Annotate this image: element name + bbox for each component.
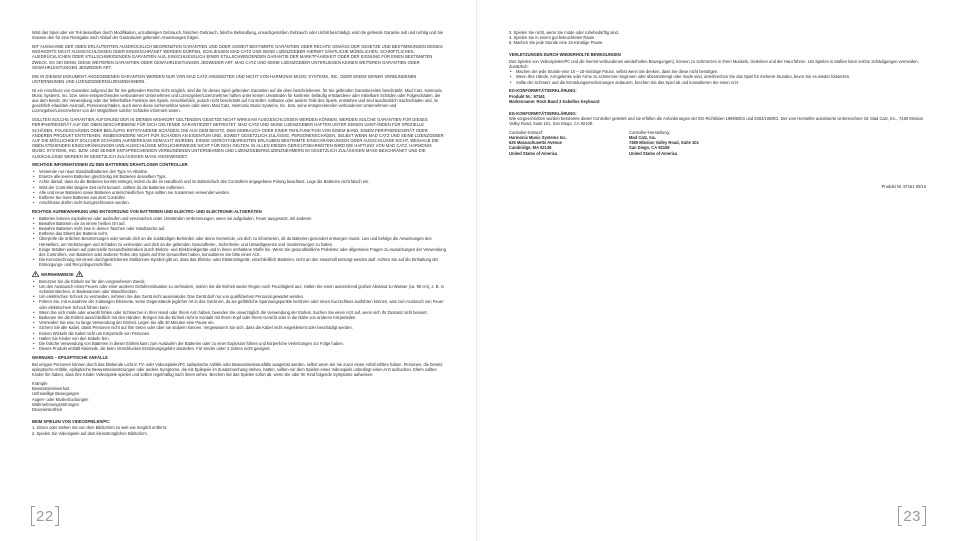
manufacturer-address — [629, 130, 749, 156]
list-item: • Keinen Wickeln die Kabel nicht um Körperteile von Personen. — [39, 331, 446, 336]
warranty-void-paragraph: Wird das Spiel oder ein Teil desselben durch Modifikation, unzulässigen Gebrauch, falschen Gebrauch, falsche Behandlung, unsachgemäßen Gebrauch oder Unfall beschädigt, wird die geltende Garantie null und nichtig und Sie müssen den für eine Rückgabe nach Ablauf der Garantiezeit geltenden Anweisungen folgen. — [32, 30, 444, 41]
page-number-text: 23 — [903, 507, 921, 525]
address-label: Controller-Herstellung: — [629, 129, 670, 135]
disposal-list — [32, 216, 446, 268]
bracket-right — [55, 506, 59, 526]
eu-product-info — [509, 94, 927, 104]
rsi-paragraph: Das Spielen von Videospielen/PC und die hiermit verbundenen wiederholten Bewegungen), können zu Schmerzen in Ihren Muskeln, Gelenken und der Haut führen. Um Spielen in Maßen kann solche Schädigungen vermeiden. Zusätzlich: — [509, 58, 919, 69]
eu-declaration-heading: EG-KONFORMITÄTSERKLÄRUNG: — [509, 88, 577, 94]
list-item: • Bewahre Batterien nie an einem heißen Ort auf. — [39, 221, 446, 226]
list-item: • Wenn Sie sich müde oder unwohl fühlen oder Schmerzen in Ihrer Hand oder Ihrem Arm haben, beenden Sie unverzüglich die Verwendung der Einheit. Suchen Sie einen Arzt auf, wenn sich Ihr Zustand nicht bessert. — [39, 310, 446, 315]
address-block — [509, 130, 927, 156]
list-item: • Die falsche Verwendung von Batterien in dieser Einheit kann zum Auslaufen der Batterien oder zu einer Explosion führen und körperliche Verletzungen zur Folge haben. — [39, 341, 446, 346]
symptom-item: Bewusstseinsverlust — [32, 386, 70, 392]
warnings-list — [32, 279, 446, 352]
playing-list — [32, 425, 446, 435]
product-code: Produkt Nr. 97161 00/10 — [881, 184, 926, 189]
epilepsy-heading: WARNUNG – EPILEPTISCHE ANFÄLLE — [32, 355, 108, 361]
list-item: • Vermeiden Sie eine zu lange Verwendung der Einheit. Legen Sie alle 30 Minuten eine Pause ein. — [39, 320, 446, 325]
list-item: • Alte und neue Batterien sowie Batterien unterschiedlichen Typs sollten nie zusammen verwendet werden. — [39, 190, 446, 195]
list-item: • Anschlüsse dürfen nicht kurzgeschlossen werden. — [39, 200, 446, 205]
symptom-item: Krämpfe — [32, 380, 48, 386]
bracket-right — [922, 506, 926, 526]
list-item: • Um den Austausch eines Feuers oder einer anderen Gefahrensituation zu verhindern, setzen Sie die Einheit weder Regen noch Feuchtigkeit aus. Halten Sie einen ausreichend großen Abstand zu Wasser (ca. 90 cm), z. B. in Schwimmbecken, in Badewannen oder Waschbecken. — [39, 284, 446, 294]
page-22 — [0, 0, 476, 541]
eu-declaration-heading-2: EG-KONFORMITÄTSERKLÄRUNG: — [509, 110, 577, 116]
liability-paragraph: Ist ein Anschluss von Garantien aufgrund der für Sie geltenden Rechte nicht möglich, sind die für dieses Spiel geltenden Garantien auf die oben beschriebenen, für Sie geltenden Garantiezeiten beschränkt. Mad Catz, Harmonix Music Systems, Inc. bzw. seine entsprechenden verbundenen Unternehmen und Lizenzgeber/Lizenznehmer haften unter keinen Umständen für konkrete, beiläufig entstandene oder mittelbare Schäden oder Folgeschäden, die aus dem Besitz, der Verwendung oder der fehlerhaften Funktion des Spiels, einschließlich, jedoch nicht beschränkt auf Controller, Software oder andere Teile des Spiels, entstehen und sind ausdrücklich Sachschäden und, im gesetzlich erlaubten Ausmaß, Personenschäden, auch wenn diese vorhersehbar waren oder wenn Mad Catz, Harmonix Music Systems, Inc. bzw. seine entsprechenden verbundenen Unternehmen und Lizenzgeber/Lizenznehmer von der Möglichkeit solcher Schäden informiert waren. — [32, 87, 443, 114]
symptom-item: Desorientiertheit — [32, 406, 62, 412]
warning-triangle-icon — [32, 271, 39, 277]
liability-caps-paragraph: SOLLTEN SOLCHE GARANTIEN AUFGRUND DER IN DEINEM WOHNORT GELTENDEN GESETZE NICHT WIRKSAM AUSGESCHLOSSEN WERDEN KÖNNEN, WERDEN SOLCHE GARANTIEN FÜR DIESES PERIPHERIEGERÄT AUF DIE OBEN BESCHRIEBENE FÜR DICH GELTENDE GARANTIEZEIT BEFRISTET. MAD CATZ UND SEINE LIZENZGEBER HAFTEN UNTER KEINEN UMSTÄNDEN FÜR SPEZIELLE SCHÄDEN, FOLGESCHÄDEN ODER BEILÄUFIG ENTSTANDENE SCHÄDEN, DIE AUS DEM BESITZ, DEM GEBRAUCH ODER EINER FEHLFUNKTION VON EINEM BAND, EINEM PERIPHERIEGERÄT ODER ANDEREN PRODUKT ENTSTEHEN, INSBESONDERE NICHT FÜR SCHÄDEN AN EIGENTUM UND, SOWEIT GESETZLICH ZULÄSSIG, PERSONENSCHÄDEN, SELBST WENN MAD CATZ UND SEINE LIZENZGEBER AUF DIE MÖGLICHKEIT SOLCHER SCHÄDEN AUFMERKSAM GEMACHT WURDEN. EINIGE GERICHTSBARKEITEN ERLAUBEN BESTIMMTE EINSCHRÄNKUNGEN ODER AUSSCHLÜSSE NICHT, WESHALB DIE OBEN STEHENDEN EINSCHRÄNKUNGEN UND AUSSCHLÜSSE MÖGLICHERWEISE NICHT FÜR DICH GELTEN. IN ALLEN DIESEN GERICHTSBARKEITEN WIRD DIE HAFTUNG VON MAD CATZ, HARMONIX MUSIC SYSTEMS, INC. BZW. UND SEINER ENTSPRECHENDEN VERBUNDENEN UNTERNEHMEN UND LIZENZGEBERN/LIZENZNEHMERN IM GESETZLICH ZULÄSSIGEN MASS BESCHRÄNKT UND DIE AUSSCHLÜSSE WERDEN IM GESETZLICH ZULÄSSIGEN MASS ANGEWENDET. — [32, 117, 444, 159]
list-item: • Halten Sie Kinder von den Kabeln fern. — [39, 336, 446, 341]
page-number-right — [898, 506, 926, 526]
battery-heading: WICHTIGE INFORMATIONEN ZU DEN BATTERIEN DRAHTLOSER CONTROLLER — [32, 162, 188, 168]
warranty-disclaimer-paragraph: MIT AUSNAHME DER OBEN ERLÄUTERTEN AUSDRÜCKLICH BEGRENZTEN GARANTIEN UND ODER SOWEIT BESTIMMTE GARANTIEN ODER RECHTE GEMÄSS DER GESETZE UND BESTIMMUNGEN DEINES WOHNORTS NICHT AUSGESCHLOSSEN ODER EINGESCHRÄNKT WERDEN DÜRFEN, SCHLIESSEN MAD CATZ UND SEINE LIZENZGEBER HIERMIT SÄMTLICHE MÜNDLICHEN, SCHRIFTLICHEN, AUSDRÜCKLICHEN ODER STILLSCHWEIGENDEN GARANTIEN AUS, EINSCHLIESSLICH EINER STILLSCHWEIGENDEN GARANTIE DER MARKTFÄHIGKEIT ODER DER EIGNUNG FÜR EINEN BESTIMMTEN ZWECK. ES SEI DENN, DIESE WEITEREN GARANTIEN ODER GEWÄHRLEISTUNGEN JEDWEDER ART. MAD CATZ UND SEINE LIZENZGEBER UNTERLIEGEN KEINEN WEITEREN GARANTIEN ODER GEWÄHRLEISTUNGEN JEDWEDER ART. — [32, 44, 443, 70]
list-item: • Machen Sie jede Stunde eine 10 – 15-minütige Pause, selbst wenn Sie denken, dass Sie diese nicht benötigen. — [516, 69, 927, 74]
list-item: • Überprüfe die örtlichen Bestimmungen oder wende dich an die zuständigen Behörden oder deine Gemeinde, um dich zu informieren, ob du Batterien gesondert entsorgen musst. Lies und befolge die Anweisungen des Herstellers, um Verletzungen und Schäden zu vermeiden und dich an die geltenden Gesundheits-, Sicherheits- und Umweltgesetze und -bestimmungen zu halten. — [39, 236, 446, 246]
brand-name: Markenname: Rock Band 3 Kabellos Keyboard — [509, 98, 600, 104]
symptom-item: Unfreiwillige Bewegungen — [32, 391, 80, 397]
symptom-item: Augen- oder Muskelzuckungen — [32, 396, 89, 402]
address-line: San Diego, CA 92108 — [629, 145, 670, 151]
symptom-item: Wahrnehmungsstörungen — [32, 401, 79, 407]
list-item: • Dieses Produkt enthält Kleinteile, die beim Verschlucken Erstickungsgefahr darstellen. Für Kinder unter 3 Jahren nicht geeignet. — [39, 346, 446, 351]
right-column — [509, 30, 927, 156]
playing-heading: BEIM SPIELEN VON VIDEOSPIELEN/PC: — [32, 418, 111, 424]
warnings-heading — [32, 271, 446, 277]
list-item: • Wird der Controller längere Zeit nicht benutzt, solltest du die Batterien entfernen. — [39, 185, 446, 190]
battery-list — [32, 169, 446, 205]
warnings-title: WARNHINWEISE — [41, 271, 74, 277]
design-address — [509, 130, 629, 156]
list-item: • Führen Sie, mit Ausnahme der zulässigen Elemente, keine Gegenstände jeglicher Art in das Gerät ein, da sie gefährliche Spannungspunkte berühren oder einen Kurzschluss ausführen können, was zum Ausbruch von Feuer oder elektrischem Schock führen kann. — [39, 299, 446, 309]
disposal-heading: RICHTIGE AUFBEWAHRUNG UND ENTSORGUNG VON BATTERIEN UND ELEKTRO- UND ELEKTRONIK-ALTGERÄTEN — [32, 209, 262, 215]
list-item: • Ersetze alle leeren Batterien gleichzeitig mit Batterien desselben Typs. — [39, 174, 446, 179]
list-item: • Die Kennzeichnung mit einem durchgestrichenen Mülltonnen-Symbol gibt an, dass das Elektro- oder Elektronikgerät, einschließlich Batterien, nicht an den Hausmüll entsorgt werden darf. Achten Sie auf die Einhaltung der Entsorgungs- und Recyclingvorschriften. — [39, 257, 446, 267]
list-item: • Wenn Ihre Hände, Armgelenke oder Arme zu schmerzen beginnen oder überanstrengt oder müde sind, unterbrechen Sie das Spiel für mehrere Stunden, bevor Sie es wieder fortsetzen. — [516, 74, 927, 79]
product-number: Produkt Nr.: 97161 — [509, 93, 545, 99]
playing-item: 1. Sitzen oder stehen Sie von dem Bildschirm so weit wie möglich entfernt. — [32, 425, 168, 431]
list-item: • Einige Städten weisen auf potenzielle Gesundheitsrisiken durch Elektro- und Elektronikgeräte und in ihnen enthaltene Stoffe hin. Wenn Sie gesundheitliche Probleme oder allgemeine Fragen zu Auswirkungen der Verwendung des Controllers, von Batterien oder anderen Teilen des Spiels auf Ihre Gesundheit haben, konsultieren Sie bitte einen Arzt. — [39, 247, 446, 257]
eu-declaration-paragraph: Wie vorgeschrieben wurden bestimmte dieser Controller getestet und sie erfüllen die Anforderungen der EG-Richtlinien 1999/5/EG und 2004/108/EG. Der vom Hersteller autorisierte Unterzeichner ist: Mad Catz, Inc., 7480 Mission Valley Road, Suite 101, San Diego, CA 92108. — [509, 115, 924, 127]
address-label: Controller-Entwurf: — [509, 129, 544, 135]
warranty-provider-paragraph: DIE IN DIESEM DOKUMENT ANGEGEBENEN GARANTIEN WERDEN NUR VON MAD CATZ ANGEBOTEN UND NICHT VON HARMONIX MUSIC SYSTEMS, INC. ODER EINEM SEINER VERBUNDENEN UNTERNEHMEN UND LIZENZGEBERN/LIZENZNEHMERN. — [32, 73, 417, 84]
page-23 — [477, 0, 954, 541]
list-item: • Entferne das Etikett der Batterie nicht. — [39, 231, 446, 236]
playing-item: 3. Spielen Sie nicht, wenn Sie müde oder ruhebedürftig sind. — [509, 30, 619, 35]
playing-item: 5. Machen Sie jede Stunde eine 15-minütige Pause. — [509, 40, 604, 46]
left-column — [32, 30, 446, 436]
playing-item: 2. Spielen Sie Videospiele auf dem kleinstmöglichen Bildschirm. — [32, 430, 148, 436]
list-item: • Um elektrischen Schock zu vermeiden, nehmen Sie das Gerät nicht auseinander. Das Gerät darf nur von qualifiziertem Personal gewartet werden. — [39, 294, 446, 299]
list-item: • Sollte der Schmerz und die Ermüdungserscheinungen andauern, brechen Sie das Spiel ab und konsultieren Sie einen Arzt. — [516, 80, 927, 85]
rsi-heading: VERLETZUNGEN DURCH WIEDERHOLTE BEWEGUNGEN — [509, 52, 621, 58]
address-line: Cambridge, MA 02139 — [509, 145, 552, 151]
page-number-left — [31, 506, 59, 526]
playing-list-continued — [509, 30, 927, 46]
playing-item: 4. Spielen Sie in einem gut beleuchteten Raum. — [509, 35, 596, 41]
symptoms-list — [32, 381, 446, 412]
list-item: • Entferne Sie leere Batterien aus dem Controller. — [39, 195, 446, 200]
address-line: Harmonix Music Systems Inc. — [509, 135, 567, 141]
address-line: 625 Massachusetts Avenue — [509, 140, 562, 146]
page-number-text: 22 — [36, 507, 54, 525]
warning-triangle-icon — [76, 271, 83, 277]
list-item: • Bedienen Sie die Einheit ausschließlich mit den Händen. Bringen Sie die Einheit nicht in Kontakt mit Ihrem Kopf oder Ihrem Gesicht oder in die Nähe von anderen Körperteilen. — [39, 315, 446, 320]
address-line: 7480 Mission Valley Road, Suite 101 — [629, 140, 699, 146]
list-item: • Verwende nur neue Standardbatterien des Typs AA Alkaline. — [39, 169, 446, 174]
address-line: United States of America — [509, 150, 558, 156]
list-item: • Sichern Sie alle Kabel, damit Personen nicht auf ihm treten oder über sie stolpern können. Vergewissern Sie sich, dass die Kabel nicht eingeklemmt oder beschädigt werden. — [39, 325, 446, 330]
list-item: • Batterien können explodieren oder auslaufen und verursachen unter Umständen Verbrennungen, wenn sie aufgeladen, Feuer ausgesetzt, mit anderen — [39, 216, 446, 221]
address-line: Mad Catz, Inc. — [629, 135, 657, 141]
address-line: United States of America — [629, 150, 678, 156]
list-item: • Achte darauf, dass du die Batterien korrekt einlegst, indem du die im Handbuch und im Batteriefach des Controllers angegebene Polung beachtest. Lege die Batterien nicht falsch ein. — [39, 179, 446, 184]
list-item: • Bewahre Batterien nicht lose in deinen Taschen oder Handtasche auf. — [39, 226, 446, 231]
rsi-list — [509, 69, 927, 85]
list-item: • Benutzen Sie die Einheit nur für den vorgesehenen Zweck. — [39, 279, 446, 284]
epilepsy-paragraph: Bei einigen Personen können durch das blinkende Licht in TV- oder Videospielen/PC epileptische Anfälle oder Bewusstseinsausfälle ausgelöst werden, selbst wenn Sie nie zuvor einen Anfall erlitten haben. Personen, die bereits epileptische Anfälle, epileptische Bewusstseinsstörungen oder andere Symptome, die mit Epilepsie im Zusammenhang stehen, hatten, sollten vor dem Spielen eines Videospiels unbedingt einen Arzt aufsuchen. Eltern sollten Kinder ihn haben, dass ihre Kinder Videospiele spielen und sollten regelmäßig nach ihnen sehen. Brechen Sie das Spielen sofort ab, wenn Sie oder Ihr Kind folgende Symptome aufweisen: — [32, 361, 443, 378]
